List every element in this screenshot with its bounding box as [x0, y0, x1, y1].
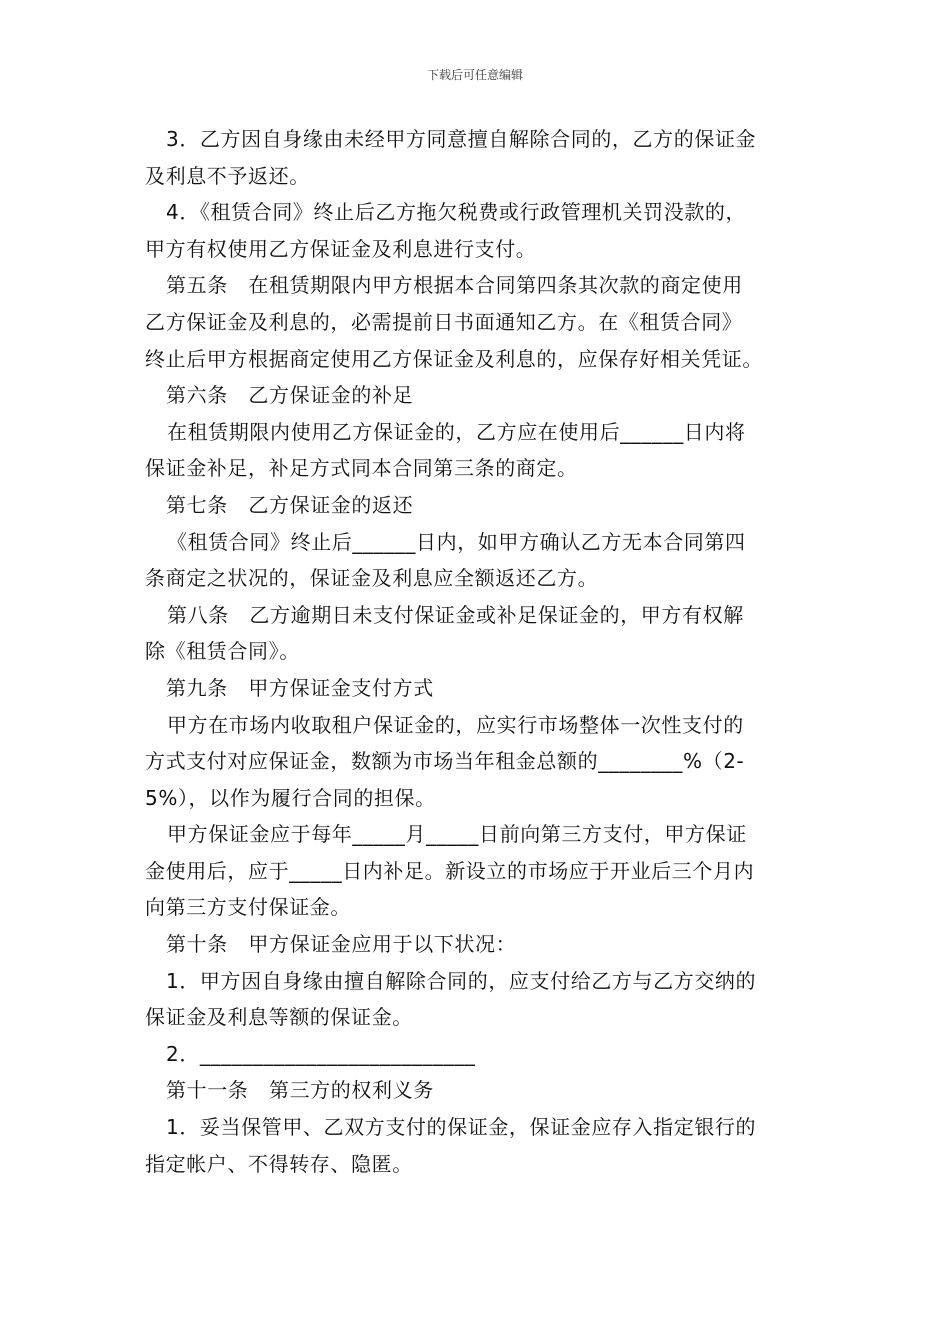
clause-3-line-2: 及利息不予返还。: [145, 163, 310, 188]
article-7-heading: 第七条 乙方保证金的返还: [166, 492, 414, 517]
article-11-heading: 第十一条 第三方的权利义务: [166, 1078, 434, 1103]
clause-4-line-1: 4．《租赁合同》终止后乙方拖欠税费或行政管理机关罚没款的，: [166, 200, 747, 225]
article-8-line-2: 除《租赁合同》。: [145, 639, 300, 664]
article-9-line-6: 向第三方支付保证金。: [145, 895, 351, 920]
article-9-line-2: 方式支付对应保证金，数额为市场当年租金总额的________%（2-: [145, 749, 745, 774]
article-9-line-5: 金使用后，应于_____日内补足。新设立的市场应于开业后三个月内: [145, 858, 755, 883]
article-5-line-1: 第五条 在租赁期限内甲方根据本合同第四条其次款的商定使用: [166, 273, 743, 298]
article-9-line-1: 甲方在市场内收取租户保证金的，应实行市场整体一次性支付的: [167, 712, 744, 737]
article-5-line-2: 乙方保证金及利息的，必需提前日书面通知乙方。在《租赁合同》: [145, 309, 743, 334]
article-5-line-3: 终止后甲方根据商定使用乙方保证金及利息的，应保存好相关凭证。: [145, 346, 763, 371]
page-header: 下载后可任意编辑: [426, 68, 523, 82]
clause-3-line-1: 3．乙方因自身缘由未经甲方同意擅自解除合同的，乙方的保证金: [166, 127, 757, 151]
article-9-line-3: 5%），以作为履行合同的担保。: [145, 785, 436, 810]
article-11-item-1-line-2: 指定帐户、不得转存、隐匿。: [145, 1151, 413, 1176]
article-10-item-1-line-1: 1．甲方因自身缘由擅自解除合同的，应支付给乙方与乙方交纳的: [166, 968, 757, 993]
article-6-heading: 第六条 乙方保证金的补足: [166, 383, 414, 408]
document-body: [145, 121, 810, 1182]
article-8-line-1: 第八条 乙方逾期日未支付保证金或补足保证金的，甲方有权解: [167, 602, 744, 627]
article-10-heading: 第十条 甲方保证金应用于以下状况：: [166, 932, 517, 957]
article-7-line-2: 条商定之状况的，保证金及利息应全额返还乙方。: [145, 566, 599, 591]
article-10-item-1-line-2: 保证金及利息等额的保证金。: [145, 1005, 413, 1030]
article-7-line-1: 《租赁合同》终止后______日内，如甲方确认乙方无本合同第四: [167, 529, 746, 554]
clause-4-line-2: 甲方有权使用乙方保证金及利息进行支付。: [145, 236, 537, 261]
article-6-line-2: 保证金补足，补足方式同本合同第三条的商定。: [145, 456, 578, 481]
article-10-item-2: 2．__________________________: [166, 1041, 476, 1066]
article-9-heading: 第九条 甲方保证金支付方式: [166, 675, 434, 700]
article-11-item-1-line-1: 1．妥当保管甲、乙双方支付的保证金，保证金应存入指定银行的: [166, 1115, 757, 1140]
article-6-line-1: 在租赁期限内使用乙方保证金的，乙方应在使用后______日内将: [167, 419, 746, 444]
article-9-line-4: 甲方保证金应于每年_____月_____日前向第三方支付，甲方保证: [167, 822, 747, 847]
